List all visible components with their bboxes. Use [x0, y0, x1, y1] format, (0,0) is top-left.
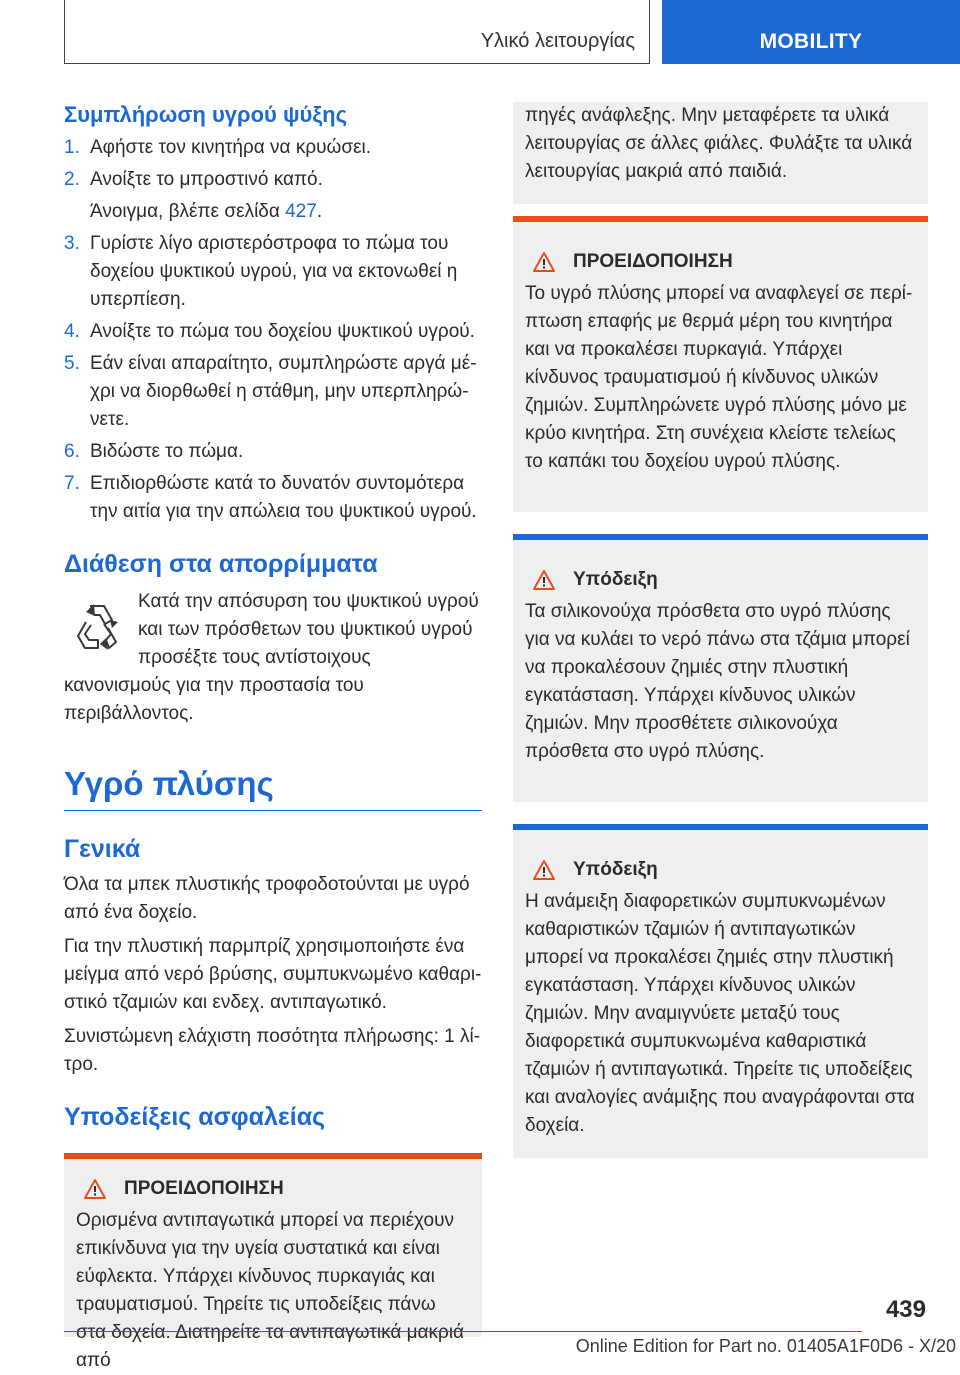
step-number: 4.	[64, 321, 80, 342]
warning-title	[525, 248, 916, 276]
warning-box-2	[513, 216, 928, 512]
header-chapter-tab[interactable]: MOBILITY	[662, 0, 960, 64]
step-number: 2.	[64, 169, 80, 190]
step-4	[64, 318, 482, 346]
step-3	[64, 230, 482, 314]
page-number: 439	[885, 1296, 926, 1323]
warning-label: ΠΡΟΕΙΔΟΠΟΙΗΣΗ	[573, 251, 733, 272]
step-6	[64, 438, 482, 466]
header-section-label: Υλικό λειτουργίας	[64, 0, 650, 64]
disposal-text: Κατά την απόσυρση του ψυκτικού υγρού και των πρόσθετων του ψυκτικού υγρού προσέξτε τους αντίστοιχους κανονισμούς για την προστασία του περιβάλλοντος.	[64, 591, 479, 724]
left-column	[64, 100, 482, 1371]
reference-prefix: Άνοιγμα, βλέπε σελίδα	[90, 201, 286, 222]
reference-suffix: .	[316, 201, 323, 222]
recycling-icon	[64, 594, 130, 660]
right-column	[513, 102, 928, 1158]
warning-triangle-icon	[533, 252, 555, 272]
general-paragraph-1: Όλα τα μπεκ πλυστικής τροφοδοτούνται με υγρό από ένα δοχείο.	[64, 874, 470, 923]
step-number: 5.	[64, 353, 80, 374]
footer-divider	[64, 1331, 862, 1332]
step-text: Ανοίξτε το πώμα του δοχείου ψυκτικού υγρού.	[90, 321, 475, 342]
step-text: Εάν είναι απαραίτητο, συμπληρώστε αργά μέχρι να διορθωθεί η στάθμη, μην υπερπληρώνετε.	[90, 353, 477, 430]
general-paragraph-2: Για την πλυστική παρμπρίζ χρησιμοποιήστε ένα μείγμα από νερό βρύσης, συμπυκνωμένο καθαριστικό τζαμιών και ενδεχ. αντιπαγωτικό.	[64, 936, 482, 1013]
warning-text: Ορισμένα αντιπαγωτικά μπορεί να περιέχουν επικίνδυνα για την υγεία συστατικά και είναι εύφλεκτα. Υπάρχει κίνδυνος πυρκαγιάς και τραυματισμού. Τηρείτε τις υποδείξεις πάνω στα δοχεία. Διατηρείτε τα αντιπαγωτικά μακριά από	[76, 1210, 465, 1371]
step-text: Ανοίξτε το μπροστινό καπό.	[90, 169, 323, 190]
step-text: Αφήστε τον κινητήρα να κρυώσει.	[90, 137, 372, 158]
note-title	[525, 566, 916, 594]
washer-fluid-heading: Υγρό πλύσης	[64, 764, 482, 811]
open-hood-reference	[64, 198, 482, 226]
warning-box-1-continued	[513, 102, 928, 204]
warning-text: Το υγρό πλύσης μπορεί να αναφλεγεί σε περίπτωση επαφής με θερμά μέρη του κινητήρα και να προκαλέσει πυρκαγιά. Υπάρχει κίνδυνος τραυματισμού ή κίνδυνος υλικών ζημιών. Συμπληρώνετε υγρό πλύσης μόνο με κρύο κινητήρα. Στη συνέχεια κλείστε τελείως το καπάκι του δοχείου υγρού πλύσης.	[525, 283, 913, 472]
step-number: 1.	[64, 137, 80, 158]
general-heading: Γενικά	[64, 835, 141, 863]
note-text: Τα σιλικονούχα πρόσθετα στο υγρό πλύσης για να κυλάει το νερό πάνω στα τζάμια μπορεί να προκαλέσουν ζημιές στην πλυστική εγκατάσταση. Υπάρχει κίνδυνος υλικών ζημιών. Μην προσθέτετε σιλικονούχα πρόσθετα στο υγρό πλύσης.	[525, 601, 910, 762]
edition-note: Online Edition for Part no. 01405A1F0D6 - X/20	[575, 1336, 956, 1356]
note-box-1	[513, 534, 928, 802]
disposal-heading: Διάθεση στα απορρίμματα	[64, 550, 378, 578]
note-label: Υπόδειξη	[573, 859, 658, 880]
step-number: 3.	[64, 233, 80, 254]
warning-title	[76, 1175, 470, 1203]
step-text: Βιδώστε το πώμα.	[90, 441, 244, 462]
note-box-2	[513, 824, 928, 1158]
warning-box-1	[64, 1153, 482, 1371]
safety-heading: Υποδείξεις ασφαλείας	[64, 1103, 326, 1131]
note-text: Η ανάμειξη διαφορετικών συμπυκνωμένων καθαριστικών τζαμιών ή αντιπαγωτικών μπορεί να προκαλέσει ζημιές στην πλυστική εγκατάσταση. Υπάρχει κίνδυνος υλικών ζημιών. Μην αναμιγνύετε μεταξύ τους διαφορετικά συμπυκνωμένα καθαριστικά τζαμιών ή αντιπαγωτικά. Τηρείτε τις υποδείξεις και αναλογίες ανάμιξης που αναγράφονται στα δοχεία.	[525, 891, 915, 1136]
coolant-heading: Συμπλήρωση υγρού ψύξης	[64, 102, 348, 127]
warning-label: ΠΡΟΕΙΔΟΠΟΙΗΣΗ	[124, 1178, 284, 1199]
step-number: 6.	[64, 441, 80, 462]
warning-triangle-icon	[533, 570, 555, 590]
step-text: Γυρίστε λίγο αριστερόστροφα το πώμα του δοχείου ψυκτικού υγρού, για να εκτονωθεί η υπερπίεση.	[90, 233, 458, 310]
note-label: Υπόδειξη	[573, 569, 658, 590]
warning-continued-text: πηγές ανάφλεξης. Μην μεταφέρετε τα υλικά λειτουργίας σε άλλες φιάλες. Φυλάξτε τα υλικά λειτουργίας μακριά από παιδιά.	[525, 105, 913, 182]
general-paragraph-3: Συνιστώμενη ελάχιστη ποσότητα πλήρωσης: 1 λίτρο.	[64, 1026, 481, 1075]
disposal-block	[64, 588, 482, 728]
step-5	[64, 350, 482, 434]
step-2	[64, 166, 482, 194]
step-1	[64, 134, 482, 162]
note-title	[525, 856, 916, 884]
step-7	[64, 470, 482, 526]
step-number: 7.	[64, 473, 80, 494]
page-reference-link[interactable]: 427	[285, 201, 317, 222]
warning-triangle-icon	[84, 1179, 106, 1199]
warning-triangle-icon	[533, 860, 555, 880]
step-text: Επιδιορθώστε κατά το δυνατόν συντομότερα την αιτία για την απώλεια του ψυκτικού υγρού.	[90, 473, 477, 522]
